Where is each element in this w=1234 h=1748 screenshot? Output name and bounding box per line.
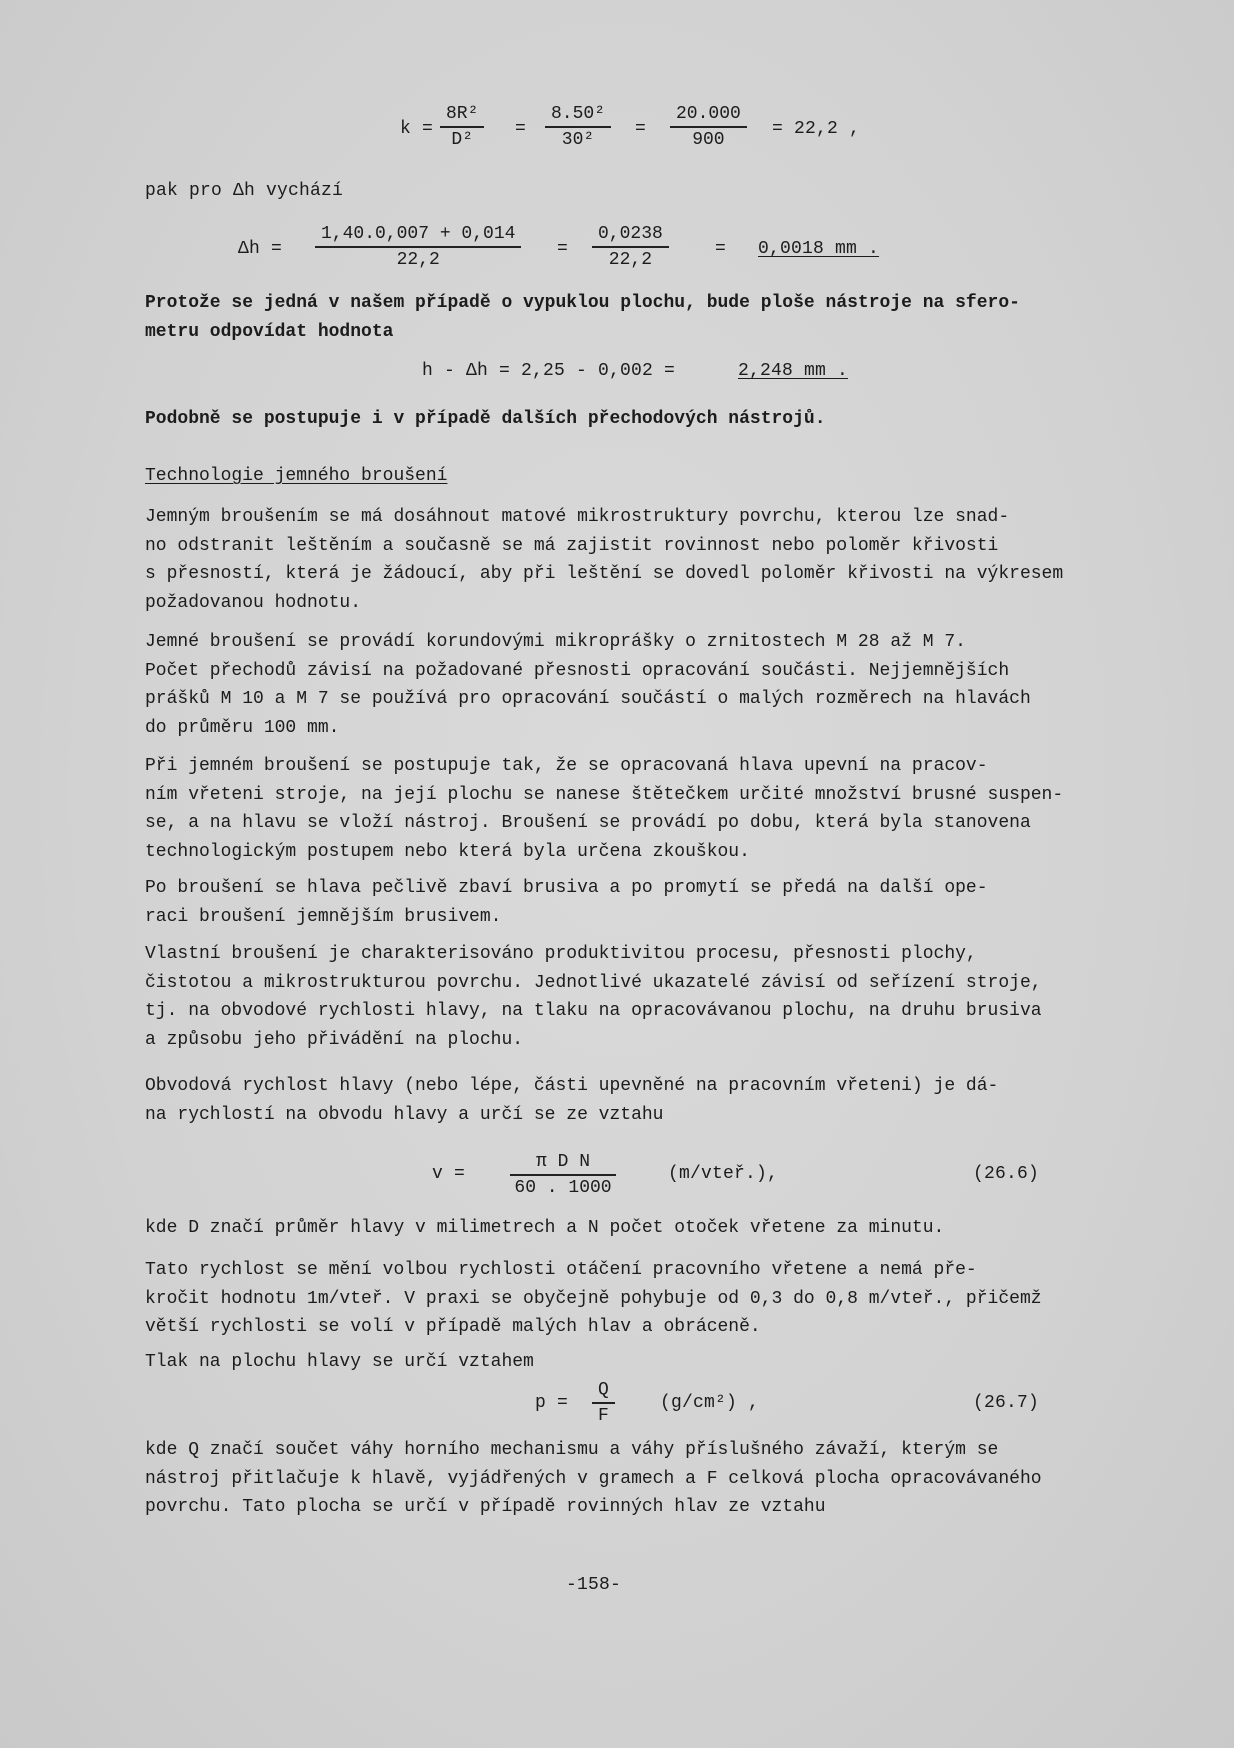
eq-dh-frac2-den: 22,2: [608, 250, 653, 270]
eq-p-fraction: [592, 1380, 615, 1426]
para-line: Po broušení se hlava pečlivě zbaví brusiva a po promytí se předá na další ope-: [145, 878, 988, 898]
eq-dh-eq1: =: [557, 239, 569, 259]
paragraph-4: [145, 874, 988, 931]
eq-v-fraction: [510, 1152, 616, 1198]
eq-k-result: = 22,2 ,: [772, 119, 861, 139]
para-line: no odstranit leštěním a současně se má zajistit rovinnost nebo poloměr křivosti: [145, 535, 999, 556]
paragraph-1: [145, 503, 1063, 617]
eq-v-lhs: v =: [432, 1164, 466, 1184]
eq-dh-lhs: Δh =: [238, 239, 283, 259]
eq-k-eq2: =: [635, 119, 647, 139]
paragraph-7: [145, 1256, 1042, 1342]
para-protoze: [145, 289, 1020, 346]
eq-v-num: π D N: [510, 1152, 616, 1176]
eq-k-lhs: k =: [400, 119, 434, 139]
paragraph-3: [145, 752, 1063, 866]
eq-v-unit: (m/vteř.),: [668, 1164, 779, 1184]
para-line: s přesností, která je žádoucí, aby při leštění se dovedl poloměr křivosti na výkresem: [145, 564, 1064, 584]
para-line: Počet přechodů závisí na požadované přesnosti opracování součásti. Nejjemnějších: [145, 660, 1010, 681]
para-line: Jemným broušením se má dosáhnout matové mikrostruktury povrchu, kterou lze snad-: [145, 507, 1010, 527]
eq-p-unit: (g/cm²) ,: [660, 1393, 760, 1413]
para-line: Při jemném broušení se postupuje tak, že se opracovaná hlava upevní na pracov-: [145, 756, 988, 776]
para-line: větší rychlosti se volí v případě malých hlav a obráceně.: [145, 1317, 761, 1337]
eq-v-number: (26.6): [973, 1164, 1040, 1184]
para-podobne: Podobně se postupuje i v případě dalších přechodových nástrojů.: [145, 409, 826, 429]
eq-k-frac1-num: 8R²: [440, 104, 484, 128]
para-line: Vlastní broušení je charakterisováno produktivitou procesu, přesnosti plochy,: [145, 944, 977, 964]
eq-k-frac3: [670, 104, 747, 150]
eq-k-frac2-den: 30²: [561, 130, 595, 150]
paragraph-5: [145, 940, 1042, 1054]
eq-h-lhs: h - Δh = 2,25 - 0,002 =: [422, 361, 676, 381]
eq-k-frac1-den: D²: [451, 130, 473, 150]
para-protoze-line: Protože se jedná v našem případě o vypuklou plochu, bude ploše nástroje na sfero-: [145, 293, 1020, 313]
para-line: a způsobu jeho přivádění na plochu.: [145, 1029, 524, 1050]
eq-k-frac2-num: 8.50²: [545, 104, 611, 128]
eq-dh-frac2-num: 0,0238: [592, 224, 669, 248]
pak-pro-line: pak pro Δh vychází: [145, 181, 344, 201]
eq-p-num: Q: [592, 1380, 615, 1404]
eq-k-frac3-den: 900: [692, 130, 725, 150]
eq-k-frac3-num: 20.000: [670, 104, 747, 128]
para-line: čistotou a mikrostrukturou povrchu. Jednotlivé ukazatelé závisí od seřízení stroje,: [145, 972, 1042, 993]
eq-k-frac2: [545, 104, 611, 150]
eq-h-result: 2,248 mm .: [738, 361, 849, 381]
eq-dh-frac1-num: 1,40.0,007 + 0,014: [315, 224, 521, 248]
para-line: na rychlostí na obvodu hlavy a určí se ze vztahu: [145, 1104, 664, 1125]
eq-dh-frac1-den: 22,2: [396, 250, 440, 270]
eq-dh-frac2: [592, 224, 669, 270]
paragraph-9: [145, 1436, 1042, 1522]
para-line: tj. na obvodové rychlosti hlavy, na tlaku na opracovávanou plochu, na druhu brusiva: [145, 1001, 1042, 1021]
eq-dh-eq2: =: [715, 239, 727, 259]
page-number: -158-: [566, 1575, 622, 1595]
para-line: Obvodová rychlost hlavy (nebo lépe, části upevněné na pracovním vřeteni) je dá-: [145, 1076, 999, 1096]
paragraph-6: [145, 1072, 998, 1129]
section-heading: Technologie jemného broušení: [145, 466, 448, 486]
para-line: ním vřeteni stroje, na její plochu se nanese štětečkem určité množství brusné suspen-: [145, 784, 1064, 805]
para-protoze-line: metru odpovídat hodnota: [145, 321, 394, 342]
eq-dh-result: 0,0018 mm .: [758, 239, 880, 259]
para-line: do průměru 100 mm.: [145, 717, 340, 738]
paragraph-8: Tlak na plochu hlavy se určí vztahem: [145, 1352, 534, 1372]
eq-k-frac1: [440, 104, 484, 150]
eq-v-den: 60 . 1000: [514, 1178, 612, 1198]
para-line: Tato rychlost se mění volbou rychlosti otáčení pracovního vřetene a nemá pře-: [145, 1260, 977, 1280]
para-line: Jemné broušení se provádí korundovými mikroprášky o zrnitostech M 28 až M 7.: [145, 632, 966, 652]
paragraph-2: [145, 628, 1031, 742]
para-line: požadovanou hodnotu.: [145, 592, 362, 613]
para-line: prášků M 10 a M 7 se používá pro opracování součástí o malých rozměrech na hlavách: [145, 689, 1031, 709]
eq-dh-frac1: [315, 224, 521, 270]
para-line: raci broušení jemnějším brusivem.: [145, 906, 502, 927]
para-line: kde Q značí součet váhy horního mechanismu a váhy příslušného závaží, kterým se: [145, 1440, 999, 1460]
para-line: kročit hodnotu 1m/vteř. V praxi se obyčejně pohybuje od 0,3 do 0,8 m/vteř., přičemž: [145, 1288, 1042, 1309]
para-line: nástroj přitlačuje k hlavě, vyjádřených v gramech a F celková plocha opracovávaného: [145, 1468, 1042, 1489]
eq-k-eq1: =: [515, 119, 527, 139]
eq-p-den: F: [598, 1406, 609, 1426]
eq-p-lhs: p =: [535, 1393, 569, 1413]
kde-d-line: kde D značí průměr hlavy v milimetrech a N počet otoček vřetene za minutu.: [145, 1218, 945, 1238]
para-line: se, a na hlavu se vloží nástroj. Broušení se provádí po dobu, která byla stanovena: [145, 813, 1031, 833]
eq-p-number: (26.7): [973, 1393, 1040, 1413]
para-line: povrchu. Tato plocha se určí v případě rovinných hlav ze vztahu: [145, 1497, 826, 1517]
para-line: technologickým postupem nebo která byla určena zkouškou.: [145, 841, 750, 862]
